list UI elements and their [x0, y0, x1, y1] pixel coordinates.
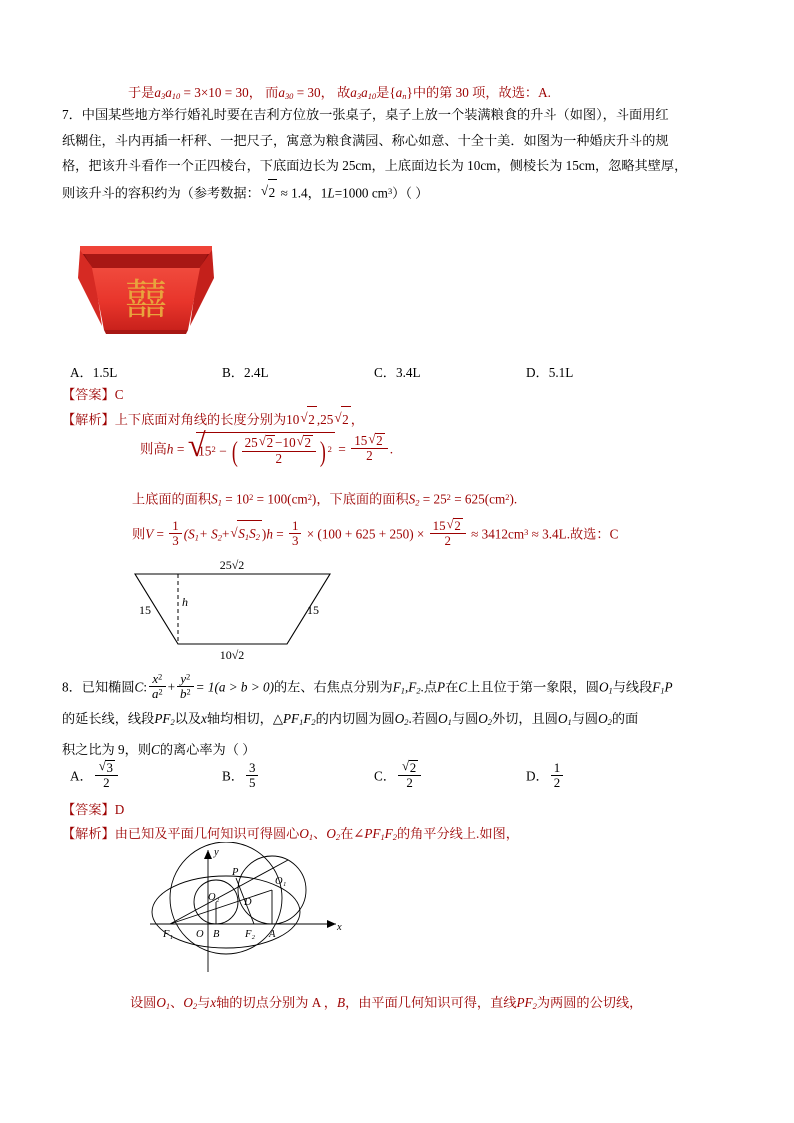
inner-base-15: 15 [198, 443, 212, 459]
q8-o1c: O [557, 711, 568, 727]
q8-number: 8． [62, 679, 82, 695]
area-text-b: = 10 [225, 491, 250, 507]
q8-eq-one: = 1(a > b > 0) [195, 679, 274, 695]
frac-num-25: 25 [244, 435, 258, 450]
trapezoid-top-label: 25√2 [219, 558, 245, 572]
dou-rim [80, 246, 212, 254]
q7-volume-line [132, 518, 618, 550]
cl-e: ，由平面几何知识可得，直线 [345, 995, 517, 1010]
q8-option-c[interactable] [374, 760, 526, 791]
q7-text-3: 格，把该升斗看作一个正四棱台，下底面边长为 25cm，上底面边长为 10cm，侧棱长为 15cm，忽略其壁厚， [62, 158, 688, 173]
q8-opt-a-frac: √ $\frac{3}{2}$ [95, 760, 118, 791]
expr-a2: a [165, 85, 172, 100]
cl-d: 轴的切点分别为 A ， [216, 995, 337, 1010]
vol-eq1: = [156, 526, 164, 542]
cl-a: 设圆 [130, 995, 157, 1010]
q8-text-a: 已知椭圆 [81, 679, 135, 695]
q7-text-2: 纸糊住，斗内再插一杆秤、一把尺子，寓意为粮食满园、称心如意、十全十美．如图为一种婚庆升斗的规 [62, 132, 669, 148]
q8-l3-b: 的离心率为（ ） [159, 741, 256, 757]
vol-group-s1: (S [183, 526, 195, 542]
set-sub: n [402, 91, 407, 102]
sqrt-2-c: √ 2 [259, 435, 275, 451]
height-eq2: = [338, 441, 346, 457]
q7-answer-tag: 【答案】 [62, 387, 115, 402]
expr-b: a [350, 85, 357, 100]
q7-option-c[interactable] [374, 362, 526, 381]
ellipse-svg [148, 842, 348, 982]
vol-var-v: V [145, 526, 154, 542]
q8-analysis-tag: 【解析】 [62, 826, 115, 841]
area-e-sup: 2 [446, 492, 451, 502]
q8-triangle: △PF [272, 711, 300, 727]
answer-letter: A. [538, 85, 551, 100]
y-axis-arrow [204, 850, 212, 859]
trapezoid-left-leg-label: 15 [139, 603, 151, 617]
equation-1: = 3×10 = 30 [183, 85, 249, 100]
q8-an-b: 、 [313, 826, 327, 841]
vol-s1-sub: 1 [194, 532, 199, 543]
dou-vessel-svg [66, 218, 226, 348]
q7-line-1 [62, 102, 734, 128]
q8-l2-a: 的延长线，线段 [62, 711, 155, 727]
q7-option-b[interactable] [222, 362, 374, 381]
q8-l2-g: 外切，且圆 [492, 711, 558, 727]
question-8-block [62, 672, 738, 763]
area-s1: S [211, 491, 218, 507]
minus-sign: − [219, 443, 227, 459]
expr-a30: a [278, 85, 285, 100]
label-point-p: P [232, 867, 239, 878]
paren-open: ( [231, 435, 238, 468]
q8-o1: O [598, 679, 609, 695]
q7-area-line [132, 484, 517, 516]
q7-option-c-label: C． [374, 365, 396, 380]
set-close: } [406, 85, 413, 100]
q8-text-b: 的左、右焦点分别为 [274, 679, 393, 695]
q8-f2: F [408, 679, 417, 695]
sqrt-2-ref: √ 2 [261, 179, 277, 206]
q8-an-o1: O [299, 826, 309, 841]
cm-cubed-sup: 3 [387, 185, 393, 196]
q8-o2: O [394, 711, 405, 727]
q8-answer-line [62, 797, 124, 823]
q8-ellipse-c: C [134, 679, 144, 695]
cl-c: 与 [197, 995, 211, 1010]
big-sqrt [188, 432, 335, 468]
q8-l2-f: 与圆 [451, 711, 479, 727]
item-number: 30 [455, 85, 469, 100]
q8-analysis-line: 【解析】由已知及平面几何知识可得圆心$O_1$、$O_2$在$\angle PF_1F_2$的角平分线上.如图， [62, 826, 519, 843]
q8-text-g: 与线段 [612, 679, 653, 695]
q7-text-4b: ≈ 1.4，1 [280, 185, 328, 201]
vol-frac-1-3-b: $\frac{1}{3}$ [289, 519, 301, 549]
q8-answer-value: D [114, 802, 125, 817]
vol-sqrt-s1s2: √ $S_1S_2$ [230, 520, 261, 550]
q7-option-d-value: 5.1L [548, 365, 574, 380]
q8-answer-tag: 【答案】 [62, 802, 115, 817]
label-point-a: A [269, 929, 276, 940]
q7-option-d-label: D． [526, 365, 549, 380]
q8-line-2: 的延长线，线段$PF_2$以及x轴均相切，$\triangle PF_1F_2$的内切圆为圆$O_2$.若圆$O_1$与圆$O_2$外切，且圆$O_1$与圆$O_2$的面 [62, 711, 639, 728]
q8-point-p: P [437, 679, 446, 695]
dou-bottom-edge [104, 330, 188, 334]
trapezoid-outline [135, 574, 330, 644]
inner-base-exp: 2 [211, 443, 216, 454]
q8-option-d-label: D． [526, 767, 549, 783]
cl-o2: O [183, 995, 193, 1010]
q7-line-4 [62, 179, 734, 206]
label-point-f2: F₂ [245, 929, 256, 940]
cl-b-point: B [337, 995, 346, 1010]
comma-1: ， [248, 85, 262, 100]
q7-analysis-text-a: 上下底面对角线的长度分别为10 [114, 412, 300, 427]
vol-plus-s2: + S [198, 526, 218, 542]
q8-plus: + [167, 679, 176, 695]
area-text-g: ). [509, 491, 518, 507]
label-x-axis: x [337, 922, 342, 933]
question-7-block [62, 102, 734, 206]
q8-an-d: 的角平分线上.如图， [396, 826, 519, 841]
inner-fraction [242, 435, 316, 466]
q7-options-row [70, 358, 730, 381]
q7-text-4a: 则该升斗的容积约为（参考数据： [62, 185, 260, 201]
q8-l2-b: 以及 [174, 711, 202, 727]
q8-c2: C [458, 679, 468, 695]
line-f1-o1 [170, 890, 272, 924]
cl-o1: O [156, 995, 166, 1010]
trapezoid-bottom-label: 10√2 [219, 648, 245, 662]
q7-option-a-value: 1.5L [92, 365, 118, 380]
q8-option-c-label: C． [374, 768, 396, 784]
vol-answer: C [609, 526, 619, 542]
expr-a-sub: 3 [160, 91, 166, 102]
q8-o2c: O [598, 711, 608, 727]
vol-s2-sub: 2 [217, 532, 222, 543]
label-point-b: B [213, 929, 220, 940]
label-origin-o: O [196, 929, 204, 940]
q8-an-c: 在∠ [340, 826, 365, 841]
sqrt-2-b: √ 2 [334, 406, 350, 433]
q7-answer-line [62, 382, 124, 408]
q8-l2-c: 轴均相切， [206, 711, 273, 727]
q8-colon: : [143, 679, 147, 695]
q8-text-f: 上且位于第一象限，圆 [467, 679, 599, 695]
q8-l2-d: 的内切圆为圆 [315, 711, 395, 727]
area-s1-sub: 1 [217, 497, 222, 508]
set-base: a [395, 85, 403, 100]
q8-o1b: O [438, 711, 448, 727]
expr-b2-sub: 10 [367, 91, 377, 102]
q8-line-1: 8．已知椭圆C: $\frac{x^2}{a^2}$ + $\frac{y^2}{b^2}$ = 1(a > b > 0)的左、右焦点分别为$F_1,F_2$.点P在C上且位于第一象限，圆$O_1$与线段$F_1P$ [62, 671, 673, 702]
double-happiness-character: 囍 [124, 275, 168, 324]
set-open: { [389, 85, 396, 100]
q8-f1: F [392, 679, 401, 695]
sqrt-3-opt-a: √ 3 [99, 760, 115, 775]
q7-analysis-text-c: ， [350, 412, 364, 427]
expr-a30-sub: 30 [284, 91, 294, 102]
cl-f: 为两圆的公切线， [536, 995, 643, 1010]
q7-option-a[interactable] [70, 362, 222, 381]
q8-option-a[interactable] [70, 760, 222, 791]
area-f-sup: 2 [505, 492, 510, 502]
paren-close: ) [319, 435, 326, 468]
expr-b2: a [361, 85, 368, 100]
q8-opt-c-frac: √ $\frac{2}{2}$ [398, 760, 421, 791]
q7-text-1: 中国某些地方举行婚礼时要在吉利方位放一张桌子，桌子上放一个装满粮食的升斗（如图），斗面用红 [81, 107, 669, 122]
frac-num-minus: − [275, 435, 283, 450]
sqrt-2-opt-c: √ 2 [402, 760, 418, 775]
q8-opt-b-frac: $\frac{3}{5}$ [246, 761, 258, 791]
circle-outer-arc [170, 842, 282, 954]
height-prefix: 则高 [140, 441, 167, 457]
area-text-c: = 100(cm [256, 491, 308, 507]
q8-closing-line: 设圆$O_1$、$O_2$与x轴的切点分别为 A ，B，由平面几何知识可得，直线$PF_2$为两圆的公切线， [130, 995, 643, 1012]
q8-l3-a: 积之比为 9，则 [62, 741, 152, 757]
text-shi: 是 [376, 85, 390, 100]
comma-2: ， [320, 85, 334, 100]
vol-eq2: = [276, 526, 284, 542]
line-f1-p-extended [170, 860, 288, 924]
q7-analysis-line-1 [62, 406, 364, 433]
expr-b-sub: 3 [356, 91, 362, 102]
q8-option-d[interactable] [526, 761, 678, 791]
vol-prefix: 则 [132, 526, 146, 542]
cl-pf2: PF [516, 995, 533, 1010]
result-den-2: 2 [366, 448, 373, 464]
expr-a2-sub: 10 [171, 91, 181, 102]
vol-frac-15root2: $\frac{15 √ 2}{2}$ [430, 518, 466, 549]
trapezoid-height-label: h [182, 595, 188, 609]
q7-option-b-value: 2.4L [243, 365, 269, 380]
q7-line-2 [62, 128, 734, 154]
area-text-e: = 25 [422, 491, 447, 507]
frac-x2-a2: $\frac{x^2}{a^2}$ [149, 672, 166, 702]
x-axis-arrow [327, 920, 336, 928]
sqrt-2-e: √ 2 [368, 433, 384, 449]
label-point-f1: F₁ [163, 929, 174, 940]
q8-l2-i: 的面 [611, 711, 639, 727]
q7-analysis-text-b: ,25 [316, 412, 334, 427]
cl-x: x [210, 995, 217, 1010]
expr-a: a [154, 85, 161, 100]
vol-var-h: h [266, 526, 273, 542]
vol-times-group: × (100 + 625 + 250) × [306, 526, 425, 542]
q8-option-b-label: B． [222, 767, 244, 783]
q7-answer-value: C [114, 387, 124, 402]
area-text-d: )，下底面的面积 [311, 491, 409, 507]
frac-num-10: 10 [282, 435, 296, 450]
frac-y2-b2: $\frac{y^2}{b^2}$ [177, 672, 194, 702]
height-var-h: h [166, 441, 174, 457]
area-text-f: = 625(cm [454, 491, 506, 507]
frac-den-2: 2 [275, 450, 283, 466]
height-result-fraction [351, 433, 388, 464]
vol-approx1: ≈ 3412cm [471, 526, 525, 542]
q7-analysis-tag: 【解析】 [62, 412, 115, 427]
q7-option-b-label: B． [222, 365, 244, 380]
area-text-a: 上底面的面积 [132, 491, 212, 507]
area-c-sup: 2 [307, 492, 312, 502]
q7-option-d[interactable] [526, 362, 678, 381]
trapezoid-figure [125, 556, 345, 664]
text-prefix: 于是 [128, 85, 155, 100]
q7-option-c-value: 3.4L [395, 365, 421, 380]
sqrt-2-a: √ 2 [300, 406, 316, 433]
label-y-axis: y [214, 847, 219, 858]
area-s2-sub: 2 [415, 497, 420, 508]
q8-an-pf1f2: PF [364, 826, 381, 841]
q7-text-4c: =1000 cm [334, 185, 388, 201]
q8-option-a-label: A． [70, 768, 93, 784]
paren-exponent: 2 [327, 443, 332, 454]
text-xiang: 项，故选： [472, 85, 539, 100]
q8-an-a: 由已知及平面几何知识可得圆心 [114, 826, 300, 841]
dou-vessel-figure [66, 218, 226, 348]
q8-l2-e: .若圆 [408, 711, 439, 727]
ellipse-figure [148, 842, 348, 982]
q7-line-3 [62, 153, 734, 179]
q8-x-var: x [201, 711, 207, 727]
text-gu: 故 [337, 85, 351, 100]
trapezoid-right-leg-label: 15 [307, 603, 319, 617]
vol-approx2: ≈ 3.4L [531, 526, 567, 542]
q8-l3-c: C [151, 741, 160, 757]
cl-b: 、 [170, 995, 184, 1010]
unit-liter: L [327, 185, 335, 201]
q7-option-a-label: A． [70, 365, 93, 380]
label-point-o1: O₁ [275, 876, 287, 887]
label-point-d: D [244, 897, 252, 908]
area-b-sup: 2 [249, 492, 254, 502]
vol-group-close: ) [261, 526, 267, 542]
q8-text-d: .点 [420, 679, 438, 695]
q8-o2b: O [478, 711, 488, 727]
q7-text-4d: ）（ ） [392, 185, 429, 201]
q8-l2-h: 与圆 [571, 711, 599, 727]
area-s2: S [408, 491, 416, 507]
height-period: . [389, 441, 394, 457]
sqrt-2-f: √ 2 [447, 518, 463, 533]
q8-options-row [70, 756, 730, 791]
q8-seg-pf2: PF [154, 711, 171, 727]
q7-number: 7． [62, 107, 82, 122]
result-num-15: 15 [354, 432, 368, 448]
text-er: 而 [265, 85, 279, 100]
trapezoid-svg [125, 556, 345, 664]
label-point-o2: O₂ [208, 892, 220, 903]
q8-an-o2: O [326, 826, 336, 841]
height-eq: = [176, 441, 185, 457]
text-zhong: 中的第 [412, 85, 453, 100]
vol-frac-1-3-a: $\frac{1}{3}$ [169, 519, 181, 549]
q7-height-formula [140, 432, 393, 468]
q8-text-e: 在 [445, 679, 459, 695]
q8-seg-f1p: F [652, 679, 661, 695]
vol-tail: .故选： [566, 526, 610, 542]
equation-2: = 30 [296, 85, 321, 100]
q8-opt-d-frac: $\frac{1}{2}$ [551, 761, 563, 791]
q8-option-b[interactable] [222, 761, 374, 791]
sqrt-2-d: √ 2 [297, 435, 313, 451]
vol-plus2: + [221, 526, 230, 542]
vol-approx1-sup: 3 [524, 526, 529, 537]
